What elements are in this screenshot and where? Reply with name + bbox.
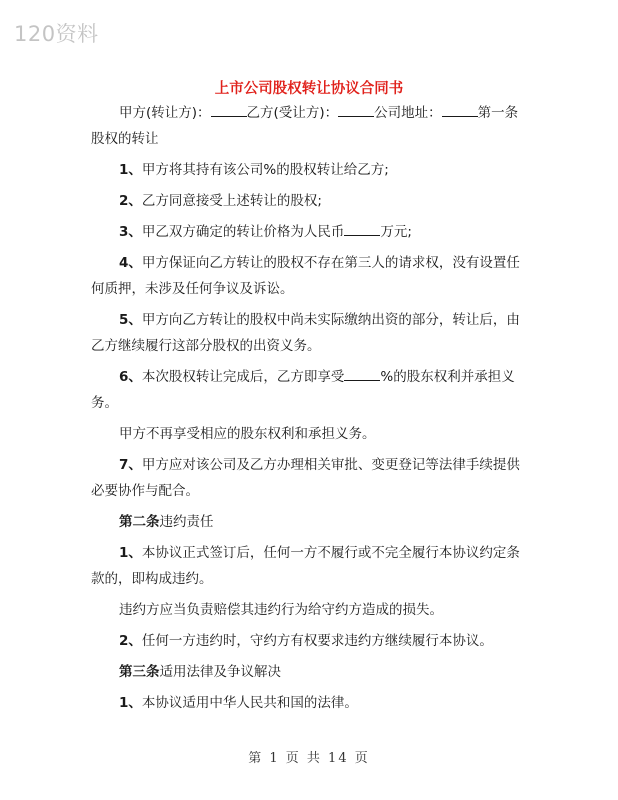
section1-heading: 第一条股权的转让: [91, 105, 519, 147]
intro-paragraph: [91, 100, 523, 152]
clause-7: [91, 452, 523, 504]
blank-line: [344, 221, 380, 236]
clause-number: 4、: [119, 255, 142, 271]
blank-line: [344, 366, 380, 381]
section-number: 第二条: [119, 514, 160, 530]
clause-text: 甲方应对该公司及乙方办理相关审批、变更登记等法律手续提供必要协作与配合。: [91, 457, 520, 499]
section-title: 适用法律及争议解决: [159, 664, 281, 680]
clause-text: 本次股权转让完成后，乙方即享受: [141, 369, 345, 385]
clause-text: 甲乙双方确定的转让价格为人民币: [141, 224, 345, 240]
section-3-clause-1: [91, 690, 523, 716]
watermark: 120资料: [14, 22, 99, 46]
clause-text: 甲方向乙方转让的股权中尚未实际缴纳出资的部分，转让后，由乙方继续履行这部分股权的出资义务。: [91, 312, 520, 354]
section-2-heading: [91, 509, 523, 535]
blank-line: [442, 102, 478, 117]
blank-line: [338, 102, 374, 117]
document-body: [91, 100, 523, 721]
clause-number: 5、: [119, 312, 142, 328]
clause-4: [91, 250, 523, 302]
document-title: 上市公司股权转让协议合同书: [214, 81, 404, 97]
clause-text: 本协议适用中华人民共和国的法律。: [141, 695, 358, 711]
paragraph: 甲方不再享受相应的股东权利和承担义务。: [119, 426, 376, 442]
address-label: 公司地址：: [374, 105, 442, 121]
clause-number: 2、: [119, 193, 142, 209]
section-2-clause-2: [91, 628, 523, 654]
section-2-clause-1: [91, 540, 523, 592]
clause-number: 3、: [119, 224, 142, 240]
clause-text-tail: %的股东权利并承担义务。: [91, 369, 515, 411]
blank-line: [211, 102, 247, 117]
section-number: 第三条: [119, 664, 160, 680]
page-footer: 第 1 页 共 14 页: [248, 751, 370, 766]
clause-number: 7、: [119, 457, 142, 473]
clause-number: 6、: [119, 369, 142, 385]
clause-number: 2、: [119, 633, 142, 649]
clause-text: 本协议正式签订后，任何一方不履行或不完全履行本协议约定条款的，即构成违约。: [91, 545, 520, 587]
clause-6: [91, 364, 523, 416]
clause-text: 甲方将其持有该公司%的股权转让给乙方;: [141, 162, 389, 178]
section-title: 违约责任: [159, 514, 214, 530]
clause-3: [91, 219, 523, 245]
clause-number: 1、: [119, 545, 142, 561]
clause-1: [91, 157, 523, 183]
clause-text: 任何一方违约时，守约方有权要求违约方继续履行本协议。: [141, 633, 493, 649]
paragraph: 违约方应当负责赔偿其违约行为给守约方造成的损失。: [119, 602, 443, 618]
clause-number: 1、: [119, 695, 142, 711]
clause-text: 乙方同意接受上述转让的股权;: [141, 193, 322, 209]
party-a-label: 甲方(转让方)：: [119, 105, 211, 121]
clause-text: 甲方保证向乙方转让的股权不存在第三人的请求权，没有设置任何质押，未涉及任何争议及诉讼。: [91, 255, 520, 297]
clause-5: [91, 307, 523, 359]
clause-text-tail: 万元;: [380, 224, 412, 240]
clause-2: [91, 188, 523, 214]
party-b-label: 乙方(受让方)：: [246, 105, 339, 121]
section-3-heading: [91, 659, 523, 685]
clause-number: 1、: [119, 162, 142, 178]
